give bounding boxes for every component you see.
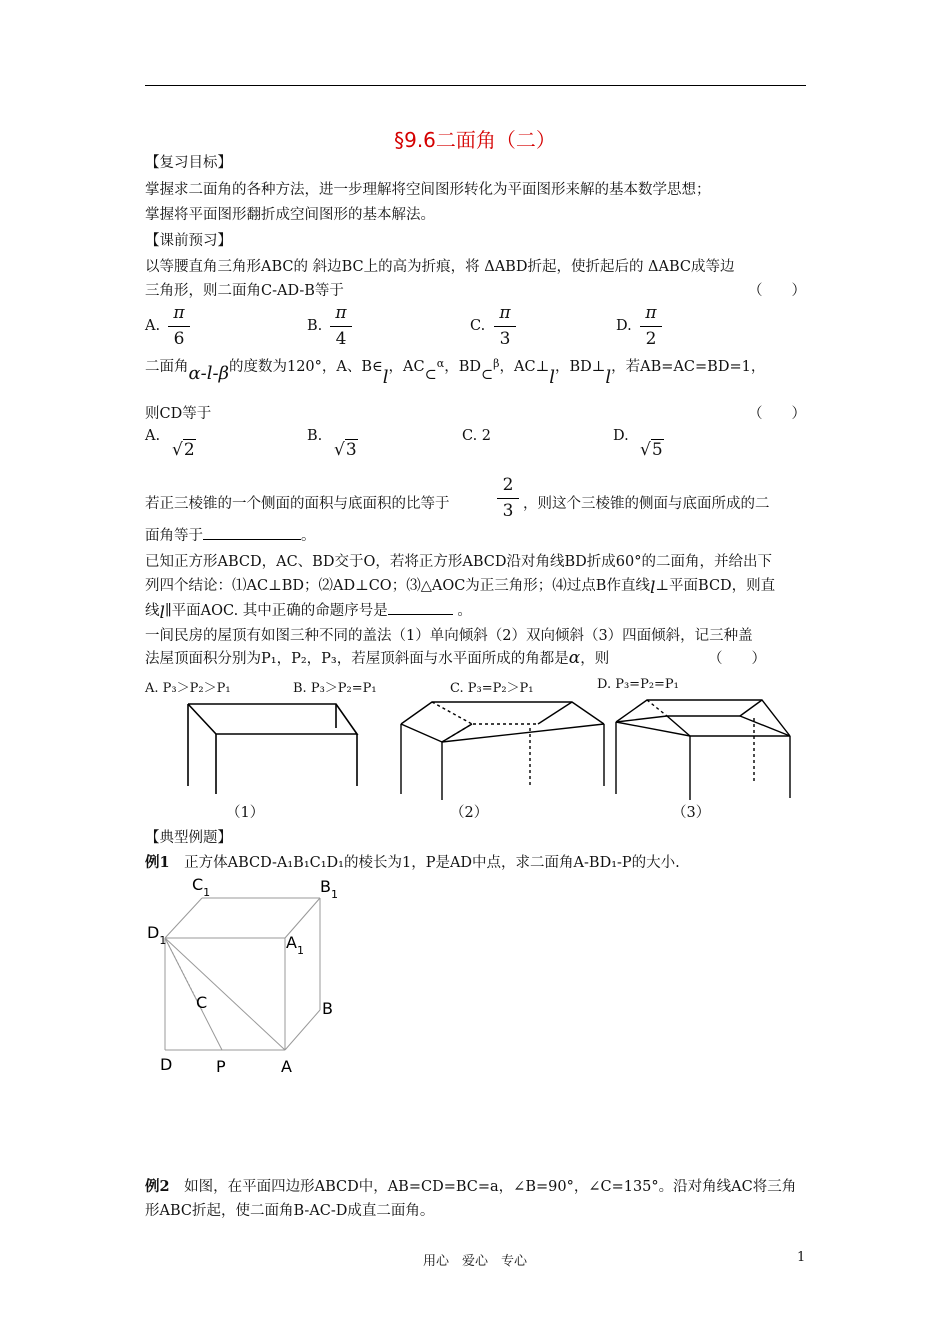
roof-label-1: （1） bbox=[226, 805, 265, 821]
cube-label-b: B bbox=[322, 999, 333, 1018]
goal-line-2: 掌握将平面图形翻折成空间图形的基本解法。 bbox=[145, 207, 435, 223]
page-title: §9.6二面角（二） bbox=[394, 128, 556, 152]
q4-answer-blank[interactable] bbox=[388, 614, 453, 615]
q2-option-b-sqrt: √3 bbox=[334, 440, 357, 460]
q5-option-b: B. P₃＞P₂=P₁ bbox=[293, 681, 377, 696]
cube-label-d1: $D_1$ bbox=[147, 923, 167, 947]
cube-label-c1: $C_1$ bbox=[192, 875, 211, 899]
section-examples: 【典型例题】 bbox=[145, 830, 232, 846]
q1-option-a-fraction: π 6 bbox=[168, 303, 190, 349]
q4-line-1: 已知正方形ABCD，AC、BD交于O，若将正方形ABCD沿对角线BD折成60°的二面角，并给出下 bbox=[145, 554, 772, 570]
q2-answer-paren: （ ） bbox=[748, 406, 806, 422]
q3-fraction: 2 3 bbox=[497, 475, 519, 521]
cube-diagram bbox=[140, 868, 360, 1083]
q5-line-1: 一间民房的屋顶有如图三种不同的盖法（1）单向倾斜（2）双向倾斜（3）四面倾斜，记三种盖 bbox=[145, 628, 753, 644]
cube-label-b1: $B_1$ bbox=[320, 877, 338, 901]
q2-line-2: 则CD等于 bbox=[145, 406, 212, 422]
q3-line-2: 面角等于 。 bbox=[145, 528, 316, 544]
example-2-line-1: 例2 如图，在平面四边形ABCD中，AB=CD=BC=a，∠B=90°，∠C=135°。沿对角线AC将三角 bbox=[145, 1178, 797, 1195]
roof-figure-1 bbox=[188, 704, 357, 794]
q2-line-1: 二面角α-l-β的度数为120°，A、B∈l，AC⊂$^\alpha$，BD⊂$^\beta$，AC⊥l，BD⊥l，若AB=AC=BD=1， bbox=[145, 357, 766, 388]
q5-option-c: C. P₃=P₂＞P₁ bbox=[450, 681, 534, 696]
q1-option-d-fraction: π 2 bbox=[640, 303, 662, 349]
q1-option-d-label: D. bbox=[616, 318, 632, 334]
q3-answer-blank[interactable] bbox=[203, 539, 301, 540]
q4-line-3: 线l∥平面AOC. 其中正确的命题序号是 。 bbox=[145, 603, 472, 623]
q5-answer-paren: （ ） bbox=[708, 651, 766, 667]
q1-option-c-fraction: π 3 bbox=[494, 303, 516, 349]
cube-label-a: A bbox=[281, 1057, 292, 1076]
q1-answer-paren: （ ） bbox=[748, 283, 806, 299]
roof-label-2: （2） bbox=[450, 805, 489, 821]
q1-option-b-label: B. bbox=[307, 318, 323, 334]
q4-line-2: 列四个结论：⑴AC⊥BD；⑵AD⊥CO；⑶△AOC为正三角形；⑷过点B作直线l⊥平面BCD，则直 bbox=[145, 578, 776, 598]
goal-line-1: 掌握求二面角的各种方法，进一步理解将空间图形转化为平面图形来解的基本数学思想； bbox=[145, 182, 711, 198]
q2-option-d-label: D. bbox=[613, 428, 629, 444]
q1-line-1: 以等腰直角三角形ABC的 斜边BC上的高为折痕，将 ΔABD折起，使折起后的 ΔABC成等边 bbox=[145, 259, 735, 275]
roof-label-3: （3） bbox=[672, 805, 711, 821]
example-1-text: 例1 正方体ABCD-A₁B₁C₁D₁的棱长为1，P是AD中点，求二面角A-BD₁-P的大小. bbox=[145, 854, 680, 871]
section-review-goal: 【复习目标】 bbox=[145, 155, 232, 171]
q3-line-1-b: ，则这个三棱锥的侧面与底面所成的二 bbox=[523, 496, 770, 512]
section-preview: 【课前预习】 bbox=[145, 233, 232, 249]
example-2-line-2: 形ABC折起，使二面角B-AC-D成直二面角。 bbox=[145, 1203, 435, 1219]
cube-label-d: D bbox=[160, 1055, 173, 1074]
cube-label-p: P bbox=[216, 1057, 226, 1076]
q2-option-d-sqrt: √5 bbox=[640, 440, 663, 460]
page-number: 1 bbox=[797, 1250, 806, 1265]
q1-option-c-label: C. bbox=[470, 318, 486, 334]
q2-option-a-sqrt: √2 bbox=[172, 440, 195, 460]
q1-option-a-label: A. bbox=[145, 318, 161, 334]
roof-figures bbox=[180, 698, 800, 802]
q3-line-1-a: 若正三棱锥的一个侧面的面积与底面积的比等于 bbox=[145, 496, 450, 512]
q5-option-a: A. P₃＞P₂＞P₁ bbox=[145, 681, 231, 696]
q2-option-b-label: B. bbox=[307, 428, 323, 444]
q2-angle: α-l-β bbox=[188, 363, 229, 384]
q2-option-a-label: A. bbox=[145, 428, 161, 444]
cube-label-c: C bbox=[196, 993, 208, 1012]
q5-line-2: 法屋顶面积分别为P₁，P₂，P₃，若屋顶斜面与水平面所成的角都是α，则 bbox=[145, 648, 610, 668]
q1-line-2: 三角形，则二面角C-AD-B等于 bbox=[145, 283, 344, 299]
roof-figure-3 bbox=[616, 700, 790, 800]
q1-option-b-fraction: π 4 bbox=[330, 303, 352, 349]
cube-label-a1: $A_1$ bbox=[286, 933, 304, 957]
q2-option-c: C. 2 bbox=[462, 428, 492, 444]
roof-figure-2 bbox=[401, 702, 604, 800]
q5-option-d: D. P₃=P₂=P₁ bbox=[597, 677, 679, 692]
header-rule bbox=[145, 85, 806, 86]
footer-center: 用心 爱心 专心 bbox=[422, 1254, 527, 1269]
